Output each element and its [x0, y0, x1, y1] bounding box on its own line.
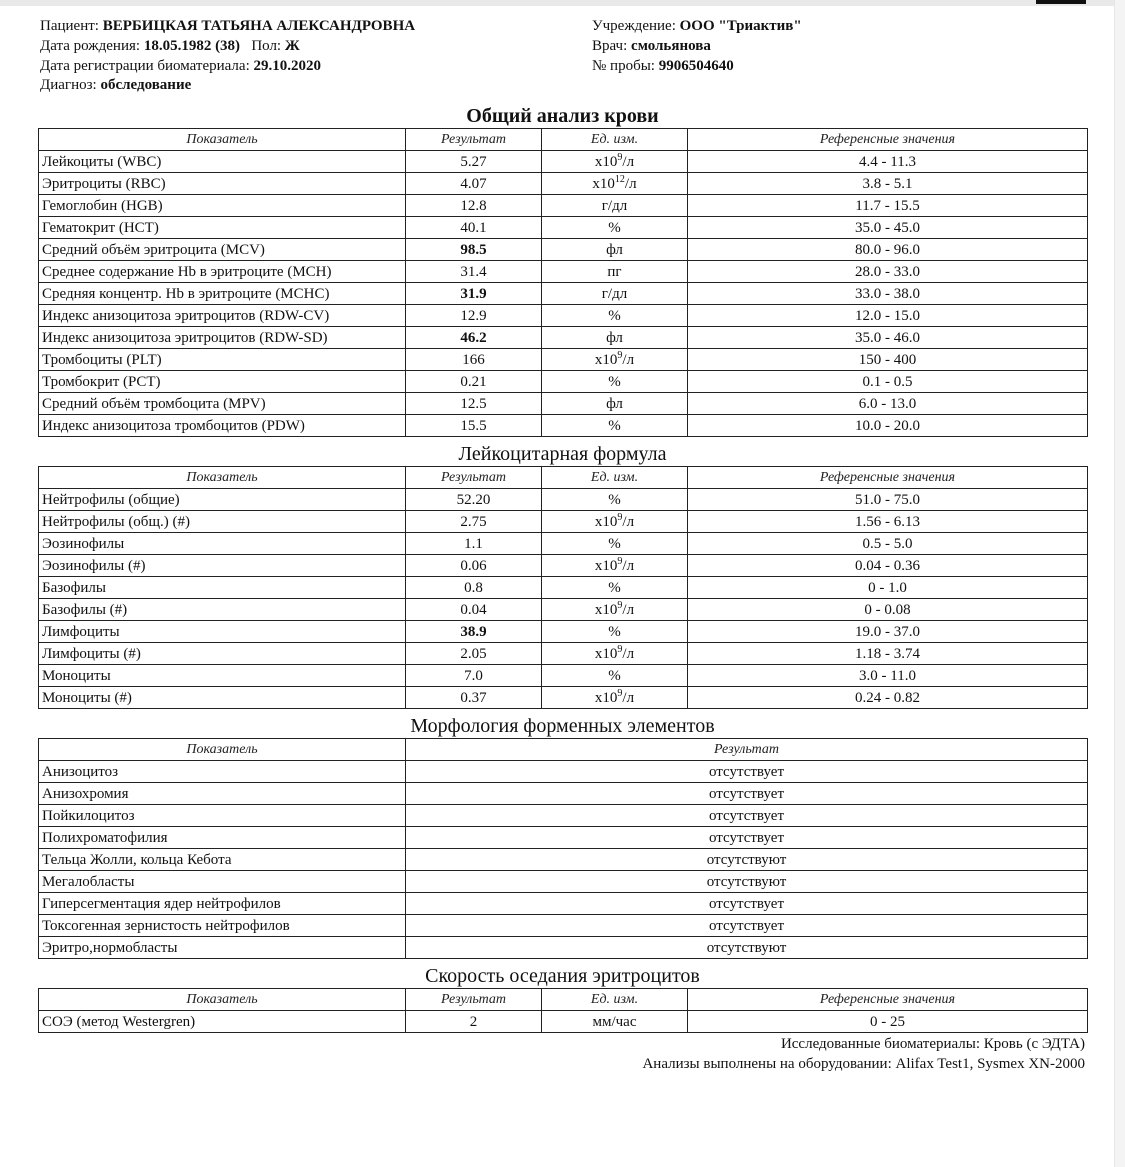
dob-label: Дата рождения: — [40, 38, 141, 54]
patient-line — [40, 17, 415, 36]
result-value: 40.1 — [406, 217, 542, 239]
table-row — [39, 577, 1088, 599]
result-value: 12.5 — [406, 393, 542, 415]
column-header: Референсные значения — [688, 129, 1088, 151]
parameter-name: Лимфоциты (#) — [39, 643, 406, 665]
parameter-name: Моноциты — [39, 665, 406, 687]
table-row — [39, 489, 1088, 511]
unit-cell — [542, 217, 688, 239]
reference-range: 4.4 - 11.3 — [688, 151, 1088, 173]
result-value: 15.5 — [406, 415, 542, 437]
result-value: 31.4 — [406, 261, 542, 283]
parameter-name: Индекс анизоцитоза эритроцитов (RDW-CV) — [39, 305, 406, 327]
table-row — [39, 871, 1088, 893]
unit-base: % — [608, 373, 621, 390]
dob-line — [40, 37, 300, 56]
column-header: Результат — [406, 467, 542, 489]
parameter-name: Лимфоциты — [39, 621, 406, 643]
parameter-name: Тельца Жолли, кольца Кебота — [39, 849, 406, 871]
diagnosis-value: обследование — [100, 77, 192, 93]
table-row — [39, 393, 1088, 415]
reference-range: 0 - 25 — [688, 1011, 1088, 1033]
table-row — [39, 217, 1088, 239]
unit-exponent: 12 — [614, 173, 625, 185]
table-row — [39, 599, 1088, 621]
unit-suffix: /л — [622, 601, 635, 618]
unit-suffix: /л — [622, 351, 635, 368]
reference-range: 3.0 - 11.0 — [688, 665, 1088, 687]
reference-range: 33.0 - 38.0 — [688, 283, 1088, 305]
table-header-row — [39, 739, 1088, 761]
reference-range: 150 - 400 — [688, 349, 1088, 371]
table-row — [39, 643, 1088, 665]
unit-cell — [542, 577, 688, 599]
biomaterial-note: Исследованные биоматериалы: Кровь (с ЭДТА) — [780, 1036, 1085, 1052]
unit-cell — [542, 349, 688, 371]
column-header: Показатель — [39, 467, 406, 489]
unit-base: мм/час — [592, 1013, 637, 1030]
unit-cell — [542, 415, 688, 437]
dob-value: 18.05.1982 (38) — [143, 38, 241, 54]
unit-base: x10 — [594, 689, 618, 706]
result-value: 7.0 — [406, 665, 542, 687]
doctor-line — [592, 37, 711, 56]
unit-base: % — [608, 535, 621, 552]
table-row — [39, 665, 1088, 687]
institution-line — [592, 17, 802, 36]
unit-cell — [542, 283, 688, 305]
parameter-name: Полихроматофилия — [39, 827, 406, 849]
sample-number: 9906504640 — [658, 58, 734, 74]
patient-name: ВЕРБИЦКАЯ ТАТЬЯНА АЛЕКСАНДРОВНА — [102, 18, 416, 34]
column-header: Результат — [406, 739, 1088, 761]
unit-cell — [542, 195, 688, 217]
parameter-name: Анизоцитоз — [39, 761, 406, 783]
esr-table — [38, 988, 1088, 1033]
unit-exponent: 9 — [617, 599, 623, 611]
doctor-value: смольянова — [631, 38, 711, 54]
parameter-name: Гематокрит (HCT) — [39, 217, 406, 239]
unit-cell — [542, 305, 688, 327]
column-header: Результат — [406, 989, 542, 1011]
unit-cell — [542, 599, 688, 621]
unit-cell — [542, 643, 688, 665]
table-header-row — [39, 129, 1088, 151]
result-value: 0.8 — [406, 577, 542, 599]
top-edge — [0, 0, 1115, 6]
unit-cell — [542, 665, 688, 687]
leuko-title: Лейкоцитарная формула — [458, 443, 667, 465]
reference-range: 0 - 1.0 — [688, 577, 1088, 599]
unit-suffix: /л — [622, 689, 635, 706]
parameter-name: Гиперсегментация ядер нейтрофилов — [39, 893, 406, 915]
reference-range: 12.0 - 15.0 — [688, 305, 1088, 327]
sample-line — [592, 57, 734, 76]
column-header: Ед. изм. — [542, 989, 688, 1011]
column-header: Показатель — [39, 129, 406, 151]
column-header: Показатель — [39, 989, 406, 1011]
result-value: отсутствует — [406, 893, 1088, 915]
unit-base: г/дл — [601, 197, 628, 214]
leuko-table — [38, 466, 1088, 709]
unit-base: г/дл — [601, 285, 628, 302]
sample-label: № пробы: — [592, 58, 655, 74]
unit-exponent: 9 — [617, 151, 623, 163]
result-value: отсутствует — [406, 783, 1088, 805]
column-header: Ед. изм. — [542, 129, 688, 151]
parameter-name: Нейтрофилы (общие) — [39, 489, 406, 511]
result-value: отсутствует — [406, 805, 1088, 827]
doctor-label: Врач: — [592, 38, 628, 54]
parameter-name: Эозинофилы — [39, 533, 406, 555]
table-row — [39, 621, 1088, 643]
table-row — [39, 915, 1088, 937]
result-value: 2.75 — [406, 511, 542, 533]
sex-value: Ж — [284, 38, 300, 54]
parameter-name: Нейтрофилы (общ.) (#) — [39, 511, 406, 533]
column-header: Ед. изм. — [542, 467, 688, 489]
morph-title: Морфология форменных элементов — [410, 715, 715, 737]
reference-range: 10.0 - 20.0 — [688, 415, 1088, 437]
unit-base: x10 — [594, 645, 618, 662]
result-value: отсутствует — [406, 827, 1088, 849]
unit-exponent: 9 — [617, 643, 623, 655]
parameter-name: Индекс анизоцитоза тромбоцитов (PDW) — [39, 415, 406, 437]
parameter-name: Базофилы (#) — [39, 599, 406, 621]
table-row — [39, 555, 1088, 577]
unit-base: фл — [606, 329, 623, 346]
unit-suffix: /л — [624, 175, 637, 192]
unit-cell — [542, 393, 688, 415]
result-value: отсутствует — [406, 915, 1088, 937]
unit-base: x10 — [594, 557, 618, 574]
equipment-note: Анализы выполнены на оборудовании: Alifax Test1, Sysmex XN-2000 — [642, 1056, 1085, 1072]
column-header: Референсные значения — [688, 467, 1088, 489]
table-row — [39, 687, 1088, 709]
result-value: 12.9 — [406, 305, 542, 327]
unit-base: % — [608, 579, 621, 596]
unit-base: % — [608, 307, 621, 324]
unit-base: % — [608, 491, 621, 508]
unit-cell — [542, 261, 688, 283]
unit-suffix: /л — [622, 513, 635, 530]
diagnosis-line — [40, 76, 191, 95]
table-row — [39, 261, 1088, 283]
table-row — [39, 305, 1088, 327]
unit-cell — [542, 621, 688, 643]
parameter-name: Средний объём эритроцита (MCV) — [39, 239, 406, 261]
unit-cell — [542, 1011, 688, 1033]
unit-suffix: /л — [622, 557, 635, 574]
reference-range: 28.0 - 33.0 — [688, 261, 1088, 283]
result-value: отсутствуют — [406, 871, 1088, 893]
result-value: 166 — [406, 349, 542, 371]
unit-cell — [542, 239, 688, 261]
parameter-name: Эритро,нормобласты — [39, 937, 406, 959]
unit-base: пг — [607, 263, 622, 280]
table-row — [39, 761, 1088, 783]
parameter-name: Тромбоциты (PLT) — [39, 349, 406, 371]
unit-base: x10 — [594, 513, 618, 530]
result-value: 2 — [406, 1011, 542, 1033]
reference-range: 35.0 - 45.0 — [688, 217, 1088, 239]
table-row — [39, 511, 1088, 533]
column-header: Референсные значения — [688, 989, 1088, 1011]
unit-base: фл — [606, 395, 623, 412]
reference-range: 35.0 - 46.0 — [688, 327, 1088, 349]
parameter-name: Пойкилоцитоз — [39, 805, 406, 827]
registration-label: Дата регистрации биоматериала: — [40, 58, 250, 74]
result-value: отсутствует — [406, 761, 1088, 783]
table-row — [39, 195, 1088, 217]
unit-exponent: 9 — [617, 555, 623, 567]
result-value: 5.27 — [406, 151, 542, 173]
result-value: 38.9 — [406, 621, 542, 643]
institution-value: ООО "Триактив" — [679, 18, 802, 34]
reference-range: 19.0 - 37.0 — [688, 621, 1088, 643]
corner-mark — [1036, 0, 1086, 4]
registration-date: 29.10.2020 — [253, 58, 321, 74]
unit-cell — [542, 533, 688, 555]
unit-base: x10 — [594, 351, 618, 368]
reference-range: 3.8 - 5.1 — [688, 173, 1088, 195]
sex-label: Пол: — [251, 38, 282, 54]
parameter-name: Средний объём тромбоцита (MPV) — [39, 393, 406, 415]
unit-cell — [542, 687, 688, 709]
table-row — [39, 1011, 1088, 1033]
cbc-title: Общий анализ крови — [466, 105, 659, 127]
table-row — [39, 827, 1088, 849]
table-row — [39, 805, 1088, 827]
result-value: 98.5 — [406, 239, 542, 261]
reference-range: 51.0 - 75.0 — [688, 489, 1088, 511]
parameter-name: Токсогенная зернистость нейтрофилов — [39, 915, 406, 937]
result-value: 12.8 — [406, 195, 542, 217]
table-header-row — [39, 467, 1088, 489]
registration-line — [40, 57, 321, 76]
reference-range: 6.0 - 13.0 — [688, 393, 1088, 415]
unit-base: x10 — [594, 601, 618, 618]
reference-range: 0.1 - 0.5 — [688, 371, 1088, 393]
unit-cell — [542, 173, 688, 195]
parameter-name: Моноциты (#) — [39, 687, 406, 709]
result-value: 4.07 — [406, 173, 542, 195]
table-row — [39, 783, 1088, 805]
reference-range: 0.24 - 0.82 — [688, 687, 1088, 709]
table-row — [39, 849, 1088, 871]
cbc-table — [38, 128, 1088, 437]
result-value: 0.06 — [406, 555, 542, 577]
reference-range: 1.56 - 6.13 — [688, 511, 1088, 533]
unit-exponent: 9 — [617, 349, 623, 361]
parameter-name: Индекс анизоцитоза эритроцитов (RDW-SD) — [39, 327, 406, 349]
unit-base: % — [608, 417, 621, 434]
result-value: 0.04 — [406, 599, 542, 621]
unit-exponent: 9 — [617, 687, 623, 699]
patient-label: Пациент: — [40, 18, 99, 34]
unit-exponent: 9 — [617, 511, 623, 523]
unit-cell — [542, 371, 688, 393]
morph-table — [38, 738, 1088, 959]
parameter-name: СОЭ (метод Westergren) — [39, 1011, 406, 1033]
parameter-name: Средняя концентр. Hb в эритроците (MCHC) — [39, 283, 406, 305]
column-header: Результат — [406, 129, 542, 151]
unit-suffix: /л — [622, 645, 635, 662]
table-row — [39, 327, 1088, 349]
parameter-name: Мегалобласты — [39, 871, 406, 893]
unit-base: x10 — [594, 153, 618, 170]
table-row — [39, 173, 1088, 195]
result-value: отсутствуют — [406, 937, 1088, 959]
reference-range: 0.5 - 5.0 — [688, 533, 1088, 555]
institution-label: Учреждение: — [592, 18, 676, 34]
reference-range: 1.18 - 3.74 — [688, 643, 1088, 665]
parameter-name: Базофилы — [39, 577, 406, 599]
table-header-row — [39, 989, 1088, 1011]
unit-base: % — [608, 623, 621, 640]
result-value: 0.37 — [406, 687, 542, 709]
parameter-name: Лейкоциты (WBC) — [39, 151, 406, 173]
parameter-name: Анизохромия — [39, 783, 406, 805]
result-value: 2.05 — [406, 643, 542, 665]
parameter-name: Эозинофилы (#) — [39, 555, 406, 577]
unit-base: % — [608, 219, 621, 236]
table-row — [39, 893, 1088, 915]
parameter-name: Среднее содержание Hb в эритроците (MCH) — [39, 261, 406, 283]
reference-range: 0.04 - 0.36 — [688, 555, 1088, 577]
result-value: 1.1 — [406, 533, 542, 555]
table-row — [39, 415, 1088, 437]
unit-base: % — [608, 667, 621, 684]
unit-base: x10 — [592, 175, 615, 192]
reference-range: 11.7 - 15.5 — [688, 195, 1088, 217]
unit-cell — [542, 511, 688, 533]
table-row — [39, 239, 1088, 261]
reference-range: 80.0 - 96.0 — [688, 239, 1088, 261]
result-value: 0.21 — [406, 371, 542, 393]
unit-cell — [542, 327, 688, 349]
result-value: 52.20 — [406, 489, 542, 511]
unit-cell — [542, 489, 688, 511]
parameter-name: Эритроциты (RBC) — [39, 173, 406, 195]
parameter-name: Гемоглобин (HGB) — [39, 195, 406, 217]
table-row — [39, 151, 1088, 173]
parameter-name: Тромбокрит (PCT) — [39, 371, 406, 393]
table-row — [39, 371, 1088, 393]
column-header: Показатель — [39, 739, 406, 761]
unit-base: фл — [606, 241, 623, 258]
table-row — [39, 533, 1088, 555]
table-row — [39, 937, 1088, 959]
result-value: 46.2 — [406, 327, 542, 349]
page-edge — [1114, 0, 1125, 1167]
result-value: отсутствуют — [406, 849, 1088, 871]
unit-cell — [542, 151, 688, 173]
table-row — [39, 349, 1088, 371]
unit-suffix: /л — [622, 153, 635, 170]
esr-title: Скорость оседания эритроцитов — [425, 965, 700, 987]
reference-range: 0 - 0.08 — [688, 599, 1088, 621]
diagnosis-label: Диагноз: — [40, 77, 97, 93]
result-value: 31.9 — [406, 283, 542, 305]
unit-cell — [542, 555, 688, 577]
table-row — [39, 283, 1088, 305]
